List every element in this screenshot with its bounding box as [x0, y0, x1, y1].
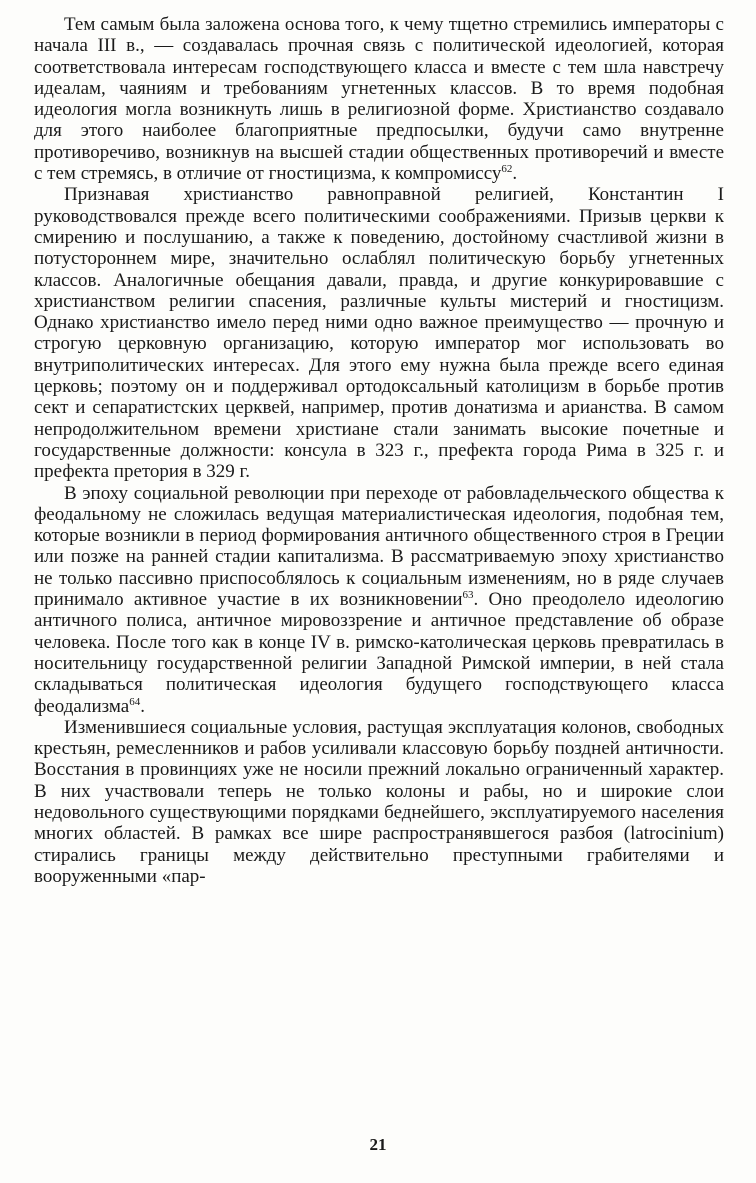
paragraph-4 — [34, 717, 724, 887]
paragraph-3 — [34, 483, 724, 717]
paragraph-2 — [34, 184, 724, 482]
page-number: 21 — [369, 1135, 387, 1154]
paragraph-text: Признавая христианство равноправной религией, Константин I руководствовался прежде всего политическими соображениями. Призыв церкви к смирению и послушанию, а также к поведению, достойному счастливой жизни в потустороннем мире, значительно ослаблял политическую борьбу угнетенных классов. Аналогичные обещания давали, правда, и другие конкурировавшие с христианством религии спасения, различные культы мистерий и гностицизм. Однако христианство имело перед ними одно важное преимущество — прочную и строгую церковную организацию, которую император мог использовать во внутриполитических интересах. Для этого ему нужна была прежде всего единая церковь; поэтому он и поддерживал ортодоксальный католицизм в борьбе против сект и сепаратистских церквей, например, против донатизма и арианства. В самом непродолжительном времени христиане стали занимать высокие почетные и государственные должности: консула в 323 г., префекта города Рима в 325 г. и префекта претория в 329 г. — [34, 184, 724, 483]
paragraph-1 — [34, 14, 724, 184]
footnote-ref: 64 — [129, 695, 141, 708]
footnote-ref: 63 — [462, 589, 474, 602]
paragraph-text: . Оно преодолело идеологию античного полиса, античное мировоззрение и античное представление об образе человека. После того как в конце IV в. римско-католическая церковь превратилась в носительницу государственной религии Западной Римской империи, в ней стала складываться политическая идеология будущего господствующего класса феодализма — [34, 589, 724, 717]
page-body — [34, 14, 724, 887]
paragraph-text: В эпоху социальной революции при переходе от рабовладельческого общества к феодальному не сложилась ведущая материалистическая идеология, подобная тем, которые возникли в период формирования античного общественного строя в Греции или позже на ранней стадии капитализма. В рассматриваемую эпоху христианство не только пассивно приспособлялось к социальным изменениям, но в ряде случаев принимало активное участие в их возникновении — [34, 482, 724, 611]
paragraph-text: Изменившиеся социальные условия, растущая эксплуатация колонов, свободных крестьян, ремесленников и рабов усиливали классовую борьбу поздней античности. Восстания в провинциях уже не носили прежний локально ограниченный характер. В них участвовали теперь не только колоны и рабы, но и широкие слои недовольного существующими порядками беднейшего, эксплуатируемого населения многих областей. В рамках все шире распространявшегося разбоя (latrocinium) стирались границы между действительно преступными грабителями и вооруженными «пар- — [34, 716, 724, 887]
paragraph-text: . — [140, 695, 145, 717]
paragraph-text: . — [512, 163, 518, 185]
footnote-ref: 62 — [501, 163, 513, 176]
paragraph-text: Тем самым была заложена основа того, к чему тщетно стремились императоры с начала III в., — создавалась прочная связь с политической идеологией, которая соответствовала интересам господствующего класса и вместе с тем шла навстречу идеалам, чаяниям и требованиям угнетенных классов. В то время подобная идеология могла возникнуть лишь в религиозной форме. Христианство создавало для этого наиболее благоприятные предпосылки, будучи само внутренне противоречиво, возникнув на высшей стадии общественных противоречий и вместе с тем стремясь, в отличие от гностицизма, к компромиссу — [34, 14, 724, 185]
